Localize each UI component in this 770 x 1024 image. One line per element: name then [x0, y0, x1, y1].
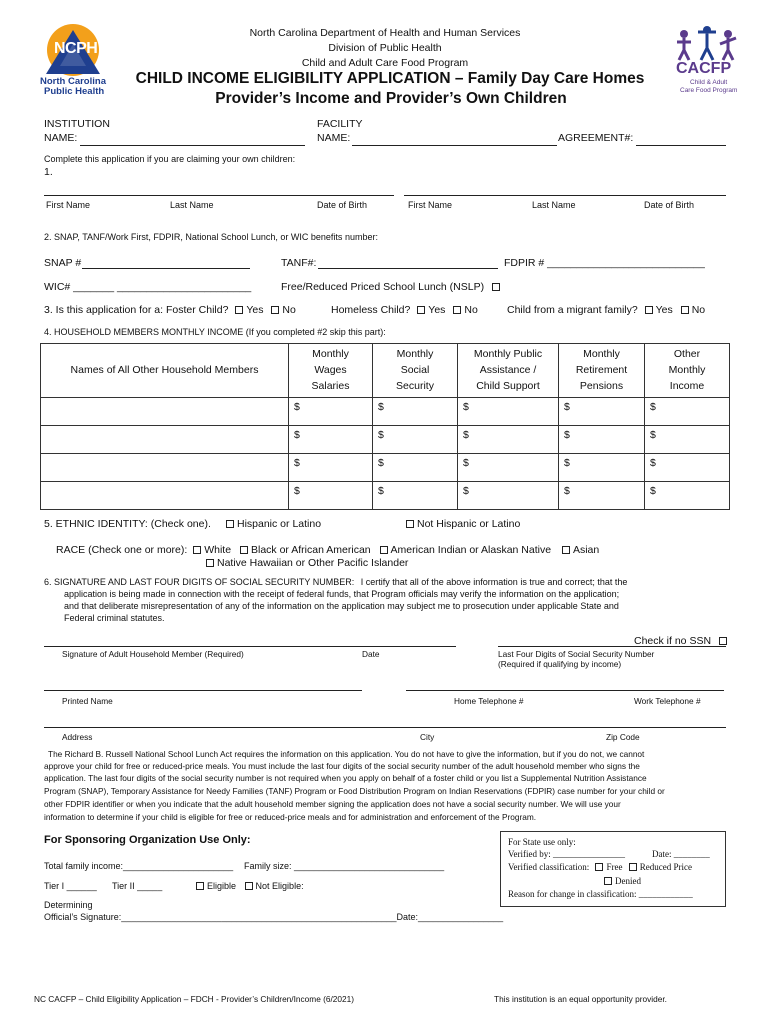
denied-option — [604, 876, 641, 886]
other-cell[interactable] — [645, 398, 730, 426]
foster-no-label: No — [282, 304, 296, 316]
notice-line-6: information to determine if your child is eligible for free or reduced-price meals and for administration and enforcement of the Program. — [44, 812, 537, 822]
denied-checkbox[interactable] — [604, 877, 612, 885]
race-label: RACE (Check one or more): — [56, 544, 188, 556]
notice-line-4: Program (SNAP), Temporary Assistance for Needy Families (TANF) Program or Food Distribution Program on Indian Reservations (FDPIR) case number for your child or — [44, 786, 665, 796]
tier-1-field[interactable]: Tier I ______ — [44, 881, 97, 891]
foster-yes-checkbox[interactable] — [235, 306, 243, 314]
ss-cell[interactable] — [373, 398, 458, 426]
institution-label: INSTITUTION — [44, 118, 110, 130]
col-other-l2: Monthly — [668, 364, 706, 376]
dollar-sign: $ — [564, 457, 570, 469]
telephone-field[interactable] — [406, 690, 724, 691]
not-hispanic-option — [406, 518, 520, 530]
work-telephone-label: Work Telephone # — [634, 696, 701, 706]
state-use-title: For State use only: — [508, 837, 576, 847]
col-names-header — [41, 344, 289, 398]
signature-field[interactable] — [44, 646, 456, 647]
pa-cell[interactable] — [458, 482, 559, 510]
col-ret-l2: Retirement — [575, 364, 628, 376]
reduced-checkbox[interactable] — [629, 863, 637, 871]
state-date-field[interactable]: Date: ________ — [652, 849, 710, 859]
eligible-checkbox[interactable] — [196, 882, 204, 890]
wages-cell[interactable] — [289, 454, 373, 482]
section-6-heading — [44, 577, 627, 587]
wages-cell[interactable] — [289, 398, 373, 426]
col-pa-l2: Assistance / — [479, 364, 537, 376]
signature-label: Signature of Adult Household Member (Required) — [62, 649, 244, 659]
last-name-label: Last Name — [170, 200, 214, 210]
asian-label: Asian — [572, 544, 600, 556]
dollar-sign: $ — [378, 401, 384, 413]
printed-name-field[interactable] — [44, 690, 362, 691]
homeless-yes-checkbox[interactable] — [417, 306, 425, 314]
item-1-number: 1. — [44, 166, 53, 178]
col-wages-l1: Monthly — [312, 348, 349, 360]
migrant-yes-checkbox[interactable] — [645, 306, 653, 314]
col-other-l1: Other — [673, 348, 701, 360]
denied-label: Denied — [615, 876, 641, 886]
institution-name-field[interactable] — [80, 145, 305, 146]
col-other-header — [645, 344, 730, 398]
table-row — [41, 426, 730, 454]
section-2-title: 2. SNAP, TANF/Work First, FDPIR, National School Lunch, or WIC benefits number: — [44, 232, 378, 242]
dollar-sign: $ — [650, 429, 656, 441]
tanf-label: TANF#: — [281, 257, 317, 269]
other-cell[interactable] — [645, 482, 730, 510]
reason-field[interactable]: Reason for change in classification: ____________ — [508, 889, 693, 899]
dollar-sign: $ — [564, 429, 570, 441]
snap-field[interactable] — [82, 268, 250, 269]
dollar-sign: $ — [463, 429, 469, 441]
migrant-question — [507, 304, 705, 316]
total-income-field[interactable]: Total family income:______________________ — [44, 861, 234, 871]
ethnic-identity-label: 5. ETHNIC IDENTITY: (Check one). — [44, 518, 211, 530]
verified-by-field[interactable]: Verified by: ________________ — [508, 849, 625, 859]
col-ss-header — [373, 344, 458, 398]
col-ret-l1: Monthly — [583, 348, 620, 360]
ncph-logo-line1: North Carolina — [40, 76, 106, 87]
table-row — [41, 454, 730, 482]
footer-eeo-statement: This institution is an equal opportunity provider. — [494, 994, 667, 1004]
col-ss-l2: Social — [400, 364, 430, 376]
not-eligible-label: Not Eligible: — [255, 881, 304, 891]
foster-question-text: 3. Is this application for a: Foster Child? — [44, 304, 229, 316]
dollar-sign: $ — [650, 401, 656, 413]
signature-date-label: Date — [362, 649, 380, 659]
ss-cell[interactable] — [373, 482, 458, 510]
dollar-sign: $ — [463, 401, 469, 413]
facility-label: FACILITY — [317, 118, 363, 130]
migrant-question-text: Child from a migrant family? — [507, 304, 638, 316]
col-ss-l1: Monthly — [396, 348, 434, 360]
cacfp-logo-abbr: CACFP — [676, 60, 732, 77]
nslp-text: Free/Reduced Priced School Lunch (NSLP) — [281, 281, 485, 293]
member-name-cell[interactable] — [41, 454, 289, 482]
foster-yes-label: Yes — [246, 304, 264, 316]
dollar-sign: $ — [378, 429, 384, 441]
dollar-sign: $ — [294, 457, 300, 469]
section-4-title: 4. HOUSEHOLD MEMBERS MONTHLY INCOME (If you completed #2 skip this part): — [44, 327, 386, 337]
eligible-label: Eligible — [207, 881, 237, 891]
home-telephone-label: Home Telephone # — [454, 696, 524, 706]
notice-line-5: other FDPIR identifier or when you indicate that the adult household member signing the application does not have a social security number. We will use your — [44, 799, 621, 809]
not-eligible-checkbox[interactable] — [245, 882, 253, 890]
verified-classification-row — [508, 862, 692, 872]
reduced-label: Reduced Price — [639, 862, 692, 872]
dollar-sign: $ — [463, 457, 469, 469]
homeless-question-text: Homeless Child? — [331, 304, 411, 316]
wages-cell[interactable] — [289, 426, 373, 454]
dollar-sign: $ — [294, 429, 300, 441]
dollar-sign: $ — [294, 485, 300, 497]
homeless-no-label: No — [464, 304, 478, 316]
pa-cell[interactable] — [458, 426, 559, 454]
table-row — [41, 482, 730, 510]
col-ret-header — [559, 344, 645, 398]
city-label: City — [420, 732, 435, 742]
migrant-no-checkbox[interactable] — [681, 306, 689, 314]
hispanic-option — [226, 518, 321, 530]
native-american-checkbox[interactable] — [380, 546, 388, 554]
snap-label: SNAP # — [44, 257, 82, 269]
cacfp-logo-sub1: Child & Adult — [690, 79, 728, 86]
col-pa-header — [458, 344, 559, 398]
dollar-sign: $ — [463, 485, 469, 497]
asian-checkbox[interactable] — [562, 546, 570, 554]
dollar-sign: $ — [564, 485, 570, 497]
other-cell[interactable] — [645, 454, 730, 482]
hawaiian-label: Native Hawaiian or Other Pacific Islander — [217, 557, 409, 569]
dob-label: Date of Birth — [317, 200, 368, 210]
native-american-label: American Indian or Alaskan Native — [390, 544, 552, 556]
institution-name-label: NAME: — [44, 132, 78, 144]
hawaiian-checkbox[interactable] — [206, 559, 214, 567]
form-title-1: CHILD INCOME ELIGIBILITY APPLICATION – Family Day Care Homes — [135, 70, 645, 87]
col-pa-l1: Monthly Public — [473, 348, 543, 360]
eligible-option — [196, 881, 304, 891]
agency-line-1: North Carolina Department of Health and Human Services — [249, 27, 521, 39]
dollar-sign: $ — [564, 401, 570, 413]
child-1-name-field[interactable] — [44, 195, 394, 196]
cert-line-4: Federal criminal statutes. — [64, 613, 165, 623]
first-name-label-2: First Name — [408, 200, 453, 210]
footer-form-id: NC CACFP – Child Eligibility Application – FDCH - Provider’s Children/Income (6/2021) — [34, 994, 355, 1004]
zip-label: Zip Code — [606, 732, 640, 742]
col-ss-l3: Security — [396, 380, 434, 392]
ret-cell[interactable] — [559, 398, 645, 426]
nslp-label — [281, 281, 503, 293]
migrant-yes-label: Yes — [655, 304, 673, 316]
dollar-sign: $ — [650, 457, 656, 469]
determining-label: Determining — [44, 900, 93, 910]
col-pa-l3: Child Support — [476, 380, 540, 392]
hispanic-checkbox[interactable] — [226, 520, 234, 528]
cert-line-1: I certify that all of the above information is true and correct; that the — [360, 577, 628, 587]
section-6-title: 6. SIGNATURE AND LAST FOUR DIGITS OF SOCIAL SECURITY NUMBER: — [44, 577, 355, 587]
wages-cell[interactable] — [289, 482, 373, 510]
dob-label-2: Date of Birth — [644, 200, 695, 210]
facility-name-field[interactable] — [352, 145, 557, 146]
member-name-cell[interactable] — [41, 426, 289, 454]
col-names-label: Names of All Other Household Members — [70, 364, 259, 376]
ssn-label-2: (Required if qualifying by income) — [498, 659, 622, 669]
cert-line-3: and that deliberate misrepresentation of any of the information on the application may subject me to prosecution under applicable State and — [64, 601, 619, 611]
dollar-sign: $ — [378, 457, 384, 469]
last-name-label-2: Last Name — [532, 200, 576, 210]
dollar-sign: $ — [378, 485, 384, 497]
migrant-no-label: No — [691, 304, 706, 316]
col-wages-header — [289, 344, 373, 398]
agency-line-2: Division of Public Health — [328, 42, 442, 54]
foster-question — [44, 304, 296, 316]
ret-cell[interactable] — [559, 454, 645, 482]
white-label: White — [204, 544, 232, 556]
pa-cell[interactable] — [458, 398, 559, 426]
white-checkbox[interactable] — [193, 546, 201, 554]
child-2-name-field[interactable] — [404, 195, 726, 196]
dollar-sign: $ — [650, 485, 656, 497]
not-hispanic-checkbox[interactable] — [406, 520, 414, 528]
black-checkbox[interactable] — [240, 546, 248, 554]
nslp-checkbox[interactable] — [492, 283, 500, 291]
family-size-field[interactable]: Family size: ______________________________ — [244, 861, 445, 871]
fdpir-label: FDPIR # ___________________________ — [504, 257, 705, 269]
member-name-cell[interactable] — [41, 482, 289, 510]
hispanic-label: Hispanic or Latino — [237, 518, 322, 530]
no-ssn-checkbox[interactable] — [719, 637, 727, 645]
cacfp-logo-sub2: Care Food Program — [680, 87, 738, 94]
own-children-instruction: Complete this application if you are claiming your own children: — [44, 154, 296, 164]
ss-cell[interactable] — [373, 426, 458, 454]
free-checkbox[interactable] — [595, 863, 603, 871]
not-hispanic-label: Not Hispanic or Latino — [417, 518, 521, 530]
tanf-field[interactable] — [318, 268, 498, 269]
homeless-question — [331, 304, 478, 316]
free-label: Free — [606, 862, 623, 872]
official-signature-field[interactable]: Official’s Signature:_______________________________________________________Date:_________________ — [44, 912, 504, 922]
notice-line-3: application. The last four digits of the social security number is not required when you apply on behalf of a foster child or you list a Supplemental Nutrition Assistance — [44, 773, 647, 783]
ret-cell[interactable] — [559, 482, 645, 510]
ssn-label-1: Last Four Digits of Social Security Number — [498, 649, 655, 659]
other-cell[interactable] — [645, 426, 730, 454]
ss-cell[interactable] — [373, 454, 458, 482]
verified-classification-label: Verified classification: — [508, 862, 590, 872]
tier-2-field[interactable]: Tier II _____ — [112, 881, 163, 891]
foster-no-checkbox[interactable] — [271, 306, 279, 314]
ncph-logo-abbr: NCPH — [54, 40, 98, 57]
col-other-l3: Income — [669, 380, 705, 392]
ret-cell[interactable] — [559, 426, 645, 454]
table-row — [41, 398, 730, 426]
agreement-field[interactable] — [636, 145, 726, 146]
notice-line-1: The Richard B. Russell National School Lunch Act requires the information on this application. You do not have to give the information, but if you do not, we cannot — [48, 749, 645, 759]
first-name-label: First Name — [46, 200, 91, 210]
race-row — [56, 544, 599, 556]
facility-name-label: NAME: — [317, 132, 351, 144]
homeless-yes-label: Yes — [428, 304, 446, 316]
wic-label: WIC# _______ _______________________ — [44, 281, 252, 293]
ncph-logo-line2: Public Health — [44, 86, 105, 97]
printed-name-label: Printed Name — [62, 696, 113, 706]
sponsor-title: For Sponsoring Organization Use Only: — [44, 834, 251, 846]
cert-line-2: application is being made in connection with the receipt of federal funds, that Program officials may verify the information on the application; — [64, 589, 620, 599]
agency-line-3: Child and Adult Care Food Program — [301, 57, 469, 69]
household-income-table — [40, 343, 730, 510]
no-ssn-label: Check if no SSN — [634, 635, 712, 647]
ssn-field[interactable] — [498, 646, 726, 647]
col-wages-l2: Wages — [314, 364, 347, 376]
address-label: Address — [62, 732, 93, 742]
notice-line-2: approve your child for free or reduced-price meals. You must include the last four digits of the social security number of the adult household member who signs the — [44, 761, 640, 771]
hawaiian-option — [206, 557, 408, 569]
form-title-2: Provider’s Income and Provider’s Own Children — [215, 90, 567, 107]
address-field[interactable] — [44, 727, 726, 728]
black-label: Black or African American — [250, 544, 371, 556]
dollar-sign: $ — [294, 401, 300, 413]
col-wages-l3: Salaries — [311, 380, 350, 392]
agreement-label: AGREEMENT#: — [558, 132, 634, 144]
member-name-cell[interactable] — [41, 398, 289, 426]
pa-cell[interactable] — [458, 454, 559, 482]
homeless-no-checkbox[interactable] — [453, 306, 461, 314]
col-ret-l3: Pensions — [579, 380, 624, 392]
